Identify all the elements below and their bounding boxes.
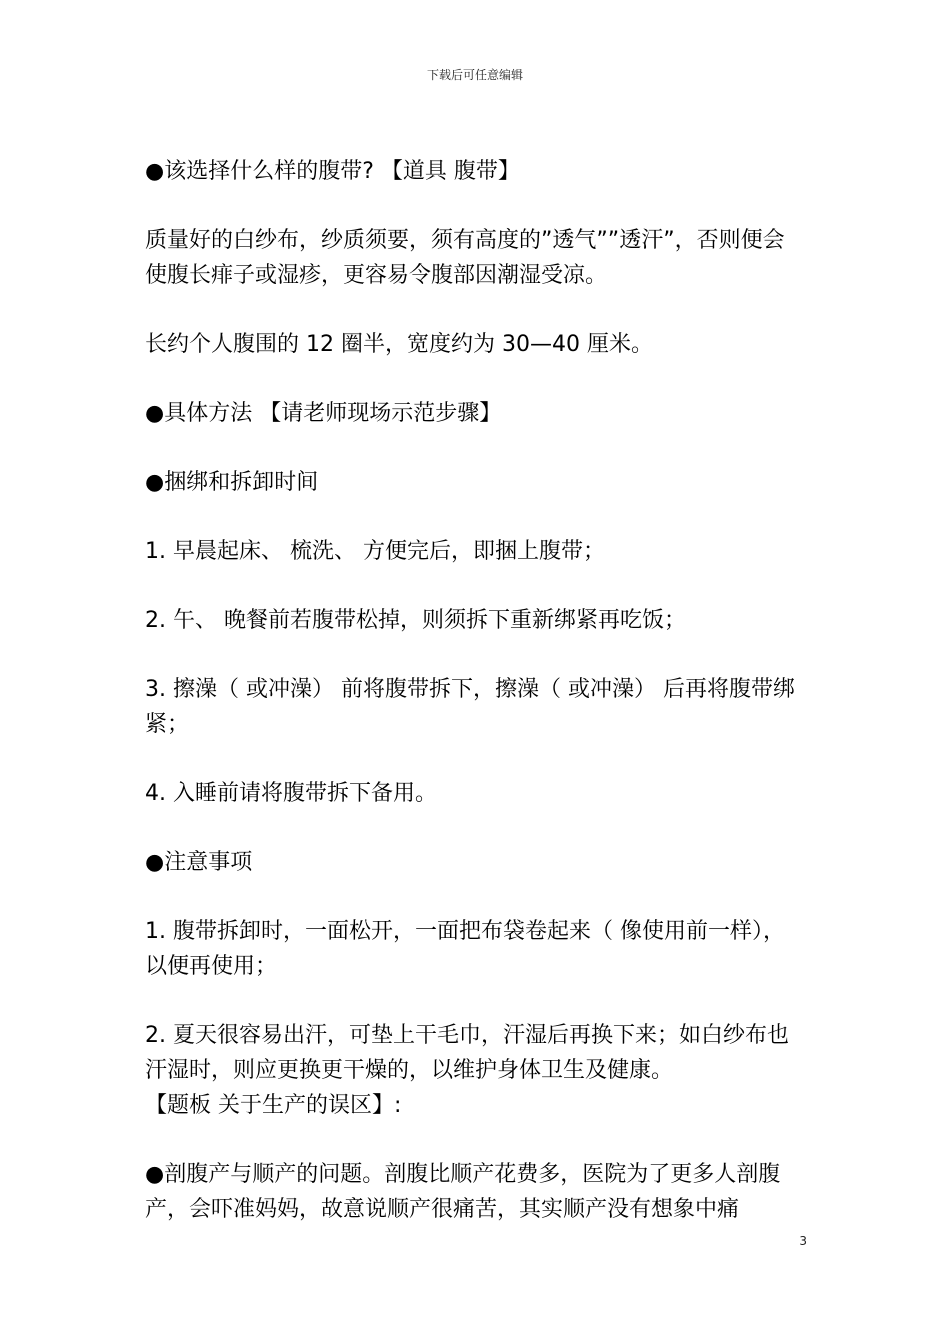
list-item-notes-1: 1. 腹带拆卸时，一面松开，一面把布袋卷起来（ 像使用前一样），以便再使用； <box>145 919 785 979</box>
list-item-timing-3: 3. 擦澡（ 或冲澡） 前将腹带拆下，擦澡（ 或冲澡） 后再将腹带绑紧； <box>145 677 795 737</box>
list-item-timing-2: 2. 午、 晚餐前若腹带松掉，则须拆下重新绑紧再吃饭； <box>145 608 686 633</box>
page-header: 下载后可任意编辑 <box>426 68 523 82</box>
paragraph-belt-size: 长约个人腹围的 12 圈半，宽度约为 30—40 厘米。 <box>145 332 653 357</box>
page-number: 3 <box>799 1234 807 1248</box>
heading-notes: ●注意事项 <box>145 850 253 875</box>
document-body <box>145 154 805 1261</box>
heading-timing: ●捆绑和拆卸时间 <box>145 470 319 495</box>
list-item-notes-2: 2. 夏天很容易出汗，可垫上干毛巾，汗湿后再换下来；如白纱布也汗湿时，则应更换更干燥的，以维护身体卫生及健康。 <box>145 1023 789 1083</box>
heading-method: ●具体方法 【请老师现场示范步骤】 <box>145 401 502 426</box>
paragraph-cesarean: ●剖腹产与顺产的问题。剖腹比顺产花费多，医院为了更多人剖腹产，会吓准妈妈，故意说顺产很痛苦，其实顺产没有想象中痛 <box>145 1162 781 1222</box>
list-item-timing-4: 4. 入睡前请将腹带拆下备用。 <box>145 781 437 806</box>
heading-choose-belt: ●该选择什么样的腹带? 【道具 腹带】 <box>145 159 520 184</box>
heading-birth-myths: 【题板 关于生产的误区】: <box>145 1093 402 1118</box>
paragraph-belt-quality: 质量好的白纱布，纱质须要，须有高度的”透气””透汗”，否则便会使腹长痱子或湿疹，更容易令腹部因潮湿受凉。 <box>145 228 785 288</box>
list-item-timing-1: 1. 早晨起床、 梳洗、 方便完后，即捆上腹带； <box>145 539 605 564</box>
